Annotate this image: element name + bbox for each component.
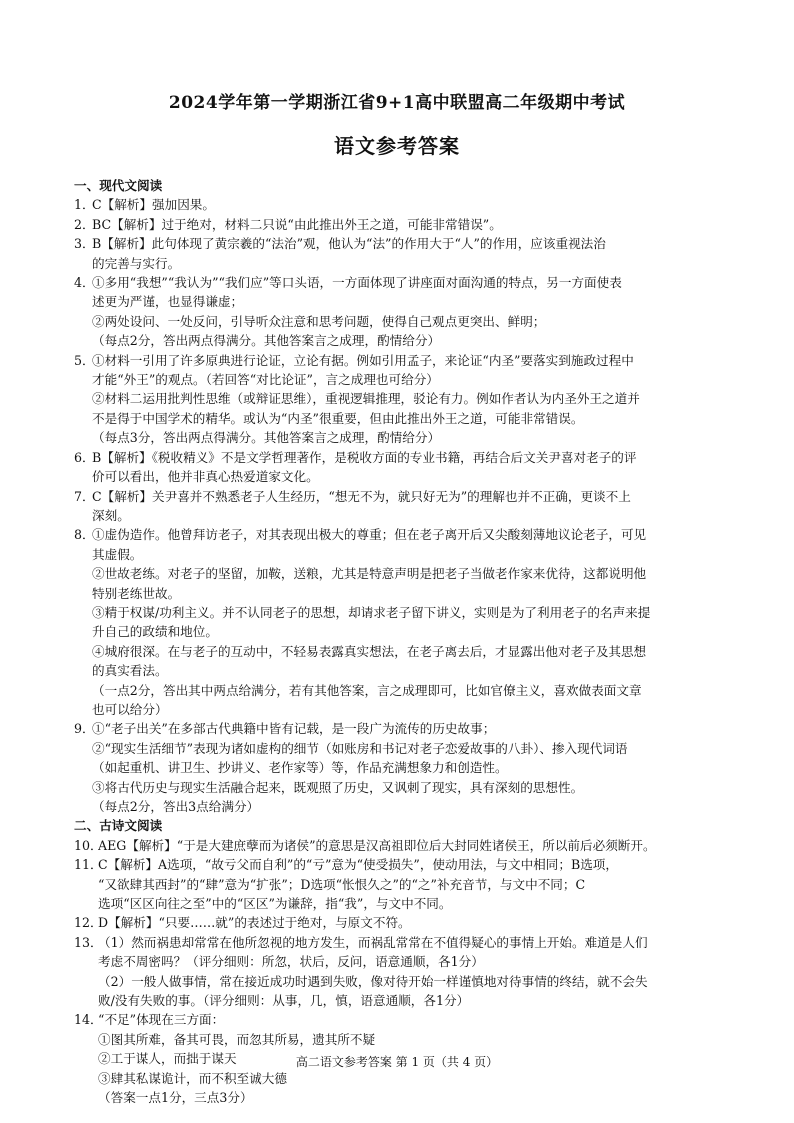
answer-line: AEG【解析】“于是大建庶孽而为诸侯”的意思是汉高祖即位后大封同姓诸侯王，所以前后必须断开。 [98,837,656,853]
answer-line: （每点2分，答出两点得满分。其他答案言之成理，酌情给分） [92,333,441,349]
answer-line: ①材料一引用了许多原典进行论证，立论有据。例如引用孟子，来论证“内圣”要落实到施政过程中 [92,352,634,368]
answer-line: 才能“外王”的观点。（若回答“对比论证”，言之成理也可给分） [92,372,439,388]
answer-item [74,913,729,932]
answer-line: B【解析】《税收精义》不是文学哲理著作，是税收方面的专业书籍，再结合后文关尹喜对老子的评 [92,449,637,465]
answer-line: 价可以看出，他并非真心热爱道家文化。 [92,469,319,485]
question-number: 6． [74,449,95,465]
answer-line: ③精于权谋/功利主义。并不认同老子的思想，却请求老子留下讲义，实则是为了利用老子的名声来提 [92,604,651,620]
section-heading: 二、古诗文阅读 [74,818,163,834]
answer-item [74,487,729,526]
answer-item [74,836,729,855]
question-number: 11． [74,857,103,873]
answer-line: BC【解析】过于绝对，材料二只说“由此推出外王之道，可能非常错误”。 [92,216,502,232]
answer-line: （每点3分，答出两点得满分。其他答案言之成理，酌情给分） [92,430,441,446]
page-subtitle: 语文参考答案 [334,134,460,158]
answer-line: 的真实看法。 [92,663,168,679]
answer-line: （答案一点1分，三点3分） [98,1090,253,1106]
question-number: 7． [74,488,95,504]
answer-item [74,215,729,234]
answer-line: 其虚假。 [92,546,143,562]
answer-item [74,448,729,487]
answer-line: （一点2分，答出其中两点给满分，若有其他答案，言之成理即可，比如官僚主义，喜欢做表面文章 [92,682,642,698]
question-number: 9． [74,721,95,737]
answer-line: 不是得于中国学术的精华。或认为“内圣”很重要，但由此推出外王之道，可能非常错误。 [92,410,584,426]
answer-line: 也可以给分） [92,701,168,717]
answer-line: “又欲肆其西封”的“肆”意为“扩张”；D选项“怅恨久之”的“之”补充音节，与文中不同；C [98,876,586,892]
question-number: 2． [74,216,95,232]
answer-line: 选项“区区向往之至”中的“区区”为谦辞，指“我”，与文中不同。 [98,896,452,912]
answer-line: 考虑不周密吗？（评分细则：所忽，状后，反问，语意通顺，各1分） [98,954,484,970]
answer-line: C【解析】关尹喜并不熟悉老子人生经历，“想无不为，就只好无为”的理解也并不正确，更谈不上 [92,488,631,504]
answer-item [74,351,729,448]
page-footer: 高二语文参考答案 第 1 页（共 4 页） [295,1055,499,1069]
question-number: 3． [74,236,95,252]
answer-line: （每点2分，答出3点给满分） [92,799,260,814]
answer-line: （2）一般人做事情，常在接近成功时遇到失败，像对待开始一样谨慎地对待事情的终结，就不会失 [98,973,648,989]
answer-item [74,719,729,816]
answer-line: 升自己的政绩和地位。 [92,624,218,640]
answer-line: “不足”体现在三方面： [98,1012,225,1028]
answer-line: D【解析】“只要……就”的表述过于绝对，与原文不符。 [98,915,411,931]
answer-line: ①虚伪造作。他曾拜访老子，对其表现出极大的尊重；但在老子离开后又尖酸刻薄地议论老子，可见 [92,527,647,543]
question-number: 1． [74,197,95,213]
answer-item [74,525,729,719]
answer-line: （1）然而祸患却常常在他所忽视的地方发生，而祸乱常常在不值得疑心的事情上开始。难道是人们 [98,934,648,950]
answer-line: 败/没有失败的事。（评分细则：从事，几，慎，语意通顺，各1分） [98,993,470,1009]
answer-line: ②世故老练。对老子的坚留，加鞍，送粮，尤其是特意声明是把老子当做老作家来优待，这都说明他 [92,566,647,582]
answer-line: 的完善与实行。 [92,255,181,271]
answer-line: 特别老练世故。 [92,585,181,601]
answer-line: B【解析】此句体现了黄宗羲的“法治”观，他认为“法”的作用大于“人”的作用，应该重视法治 [92,236,606,252]
answer-line: ②材料二运用批判性思维（或辩证思维），重视逻辑推理，驳论有力。例如作者认为内圣外王之道并 [92,391,640,407]
answer-line: C【解析】强加因果。 [92,197,215,213]
question-number: 14． [74,1012,103,1028]
answer-line: ②“现实生活细节”表现为诸如虚构的细节（如账房和书记对老子恋爱故事的八卦）、掺入现代词语 [92,740,628,756]
answer-line: （如起重机、讲卫生、抄讲义、老作家等）等，作品充满想象力和创造性。 [92,760,508,776]
answer-line: 述更为严谨，也显得谦虚； [92,294,244,310]
answer-item [74,234,729,273]
answer-item [74,195,729,214]
answer-item [74,273,729,351]
answer-line: 深刻。 [92,507,130,523]
question-number: 8． [74,527,95,543]
answer-line: ②两处设问、一处反问，引导听众注意和思考问题，使得自己观点更突出、鲜明； [92,313,546,329]
question-number: 5． [74,352,95,368]
answer-line: ①图其所难，备其可畏，而忽其所易，遗其所不疑 [98,1031,376,1047]
section-heading: 一、现代文阅读 [74,178,163,193]
answer-item [74,933,729,1011]
question-number: 10． [74,837,103,853]
answer-line: ②工于谋人，而拙于谋天 [98,1051,237,1067]
question-number: 12． [74,915,103,931]
page-title: 2024学年第一学期浙江省9+1高中联盟高二年级期中考试 [168,93,626,113]
answer-line: ③将古代历史与现实生活融合起来，既观照了历史，又讽刺了现实，具有深刻的思想性。 [92,779,584,795]
answer-line: C【解析】A选项，“故亏父而自利”的“亏”意为“使受损失”，使动用法，与文中相同；B选项， [98,857,618,873]
answer-line: ①多用“我想”“我认为”“我们应”等口头语，一方面体现了讲座面对面沟通的特点，另一方面使表 [92,275,622,291]
answer-content [74,176,729,1108]
question-number: 4． [74,275,95,291]
answer-item [74,855,729,913]
answer-line: ③肆其私谋诡计，而不积至诚大德 [98,1070,287,1086]
question-number: 13． [74,934,103,950]
answer-line: ④城府很深。在与老子的互动中，不轻易表露真实想法，在老子离去后，才显露出他对老子及其思想 [92,643,647,659]
answer-line: ①“老子出关”在多部古代典籍中皆有记载，是一段广为流传的历史故事； [92,721,496,737]
